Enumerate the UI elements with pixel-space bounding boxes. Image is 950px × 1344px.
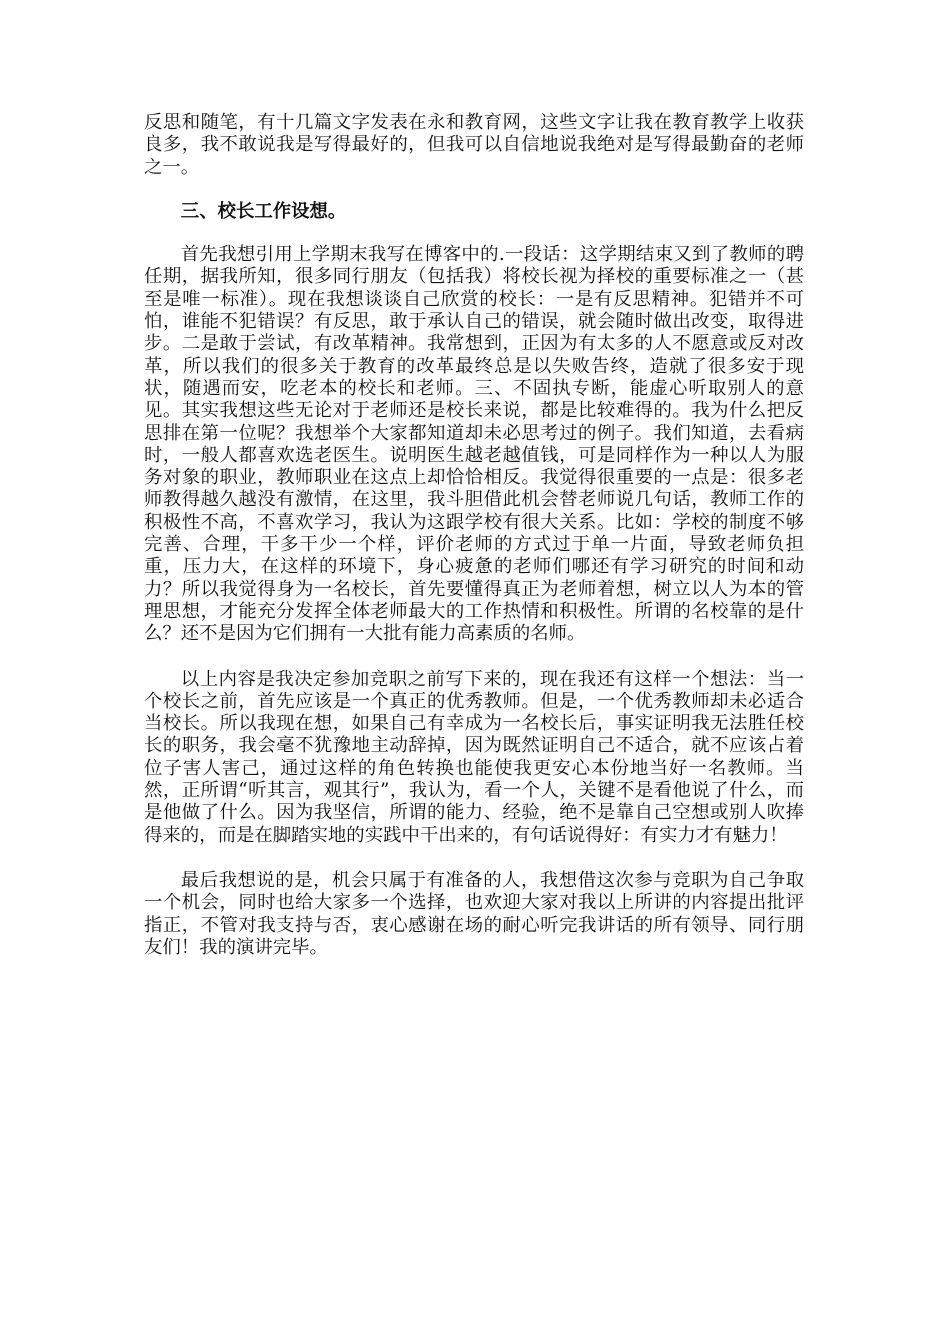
spacer bbox=[144, 179, 804, 201]
spacer bbox=[144, 847, 804, 870]
paragraph-reflection: 反思和随笔，有十几篇文字发表在永和教育网，这些文字让我在教育教学上收获良多，我不敢说我是写得最好的，但我可以自信地说我绝对是写得最勤奋的老师之一。 bbox=[144, 112, 804, 178]
spacer bbox=[144, 223, 804, 244]
document-page bbox=[144, 112, 804, 959]
spacer bbox=[144, 646, 804, 669]
section-heading: 三、校长工作设想。 bbox=[180, 200, 347, 222]
paragraph-closing: 最后我想说的是，机会只属于有准备的人，我想借这次参与竞职为自己争取一个机会，同时也给大家多一个选择，也欢迎大家对我以上所讲的内容提出批评指正，不管对我支持与否，衷心感谢在场的耐心听完我讲话的所有领导、同行朋友们！我的演讲完毕。 bbox=[144, 869, 804, 958]
paragraph-further-thoughts: 以上内容是我决定参加竞职之前写下来的，现在我还有这样一个想法：当一个校长之前，首先应该是一个真正的优秀教师。但是，一个优秀教师却未必适合当校长。所以我现在想，如果自己有幸成为一名校长后，事实证明我无法胜任校长的职务，我会毫不犹豫地主动辞掉，因为既然证明自己不适合，就不应该占着位子害人害己，通过这样的角色转换也能使我更安心本份地当好一名教师。当然，正所谓“听其言，观其行”，我认为，看一个人，关键不是看他说了什么，而是他做了什么。因为我坚信，所谓的能力、经验，绝不是靠自己空想或别人吹捧得来的，而是在脚踏实地的实践中干出来的，有句话说得好：有实力才有魅力！ bbox=[144, 668, 804, 846]
paragraph-principal-ideas: 首先我想引用上学期末我写在博客中的.一段话：这学期结束又到了教师的聘任期，据我所知，很多同行朋友（包括我）将校长视为择校的重要标准之一（甚至是唯一标准）。现在我想谈谈自己欣赏的校长：一是有反思精神。犯错并不可怕，谁能不犯错误？有反思，敢于承认自己的错误，就会随时做出改变，取得进步。二是敢于尝试，有改革精神。我常想到，正因为有太多的人不愿意或反对改革，所以我们的很多关于教育的改革最终总是以失败告终，造就了很多安于现状，随遇而安，吃老本的校长和老师。三、不固执专断，能虚心听取别人的意见。其实我想这些无论对于老师还是校长来说，都是比较难得的。我为什么把反思排在第一位呢？我想举个大家都知道却未必思考过的例子。我们知道，去看病时，一般人都喜欢选老医生。说明医生越老越值钱，可是同样作为一种以人为服务对象的职业，教师职业在这点上却恰恰相反。我觉得很重要的一点是：很多老师教得越久越没有激情，在这里，我斗胆借此机会替老师说几句话，教师工作的积极性不高，不喜欢学习，我认为这跟学校有很大关系。比如：学校的制度不够完善、合理，干多干少一个样，评价老师的方式过于单一片面，导致老师负担重，压力大，在这样的环境下，身心疲惫的老师们哪还有学习研究的时间和动力？所以我觉得身为一名校长，首先要懂得真正为老师着想，树立以人为本的管理思想，才能充分发挥全体老师最大的工作热情和积极性。所谓的名校靠的是什么？还不是因为它们拥有一大批有能力高素质的名师。 bbox=[144, 244, 804, 645]
